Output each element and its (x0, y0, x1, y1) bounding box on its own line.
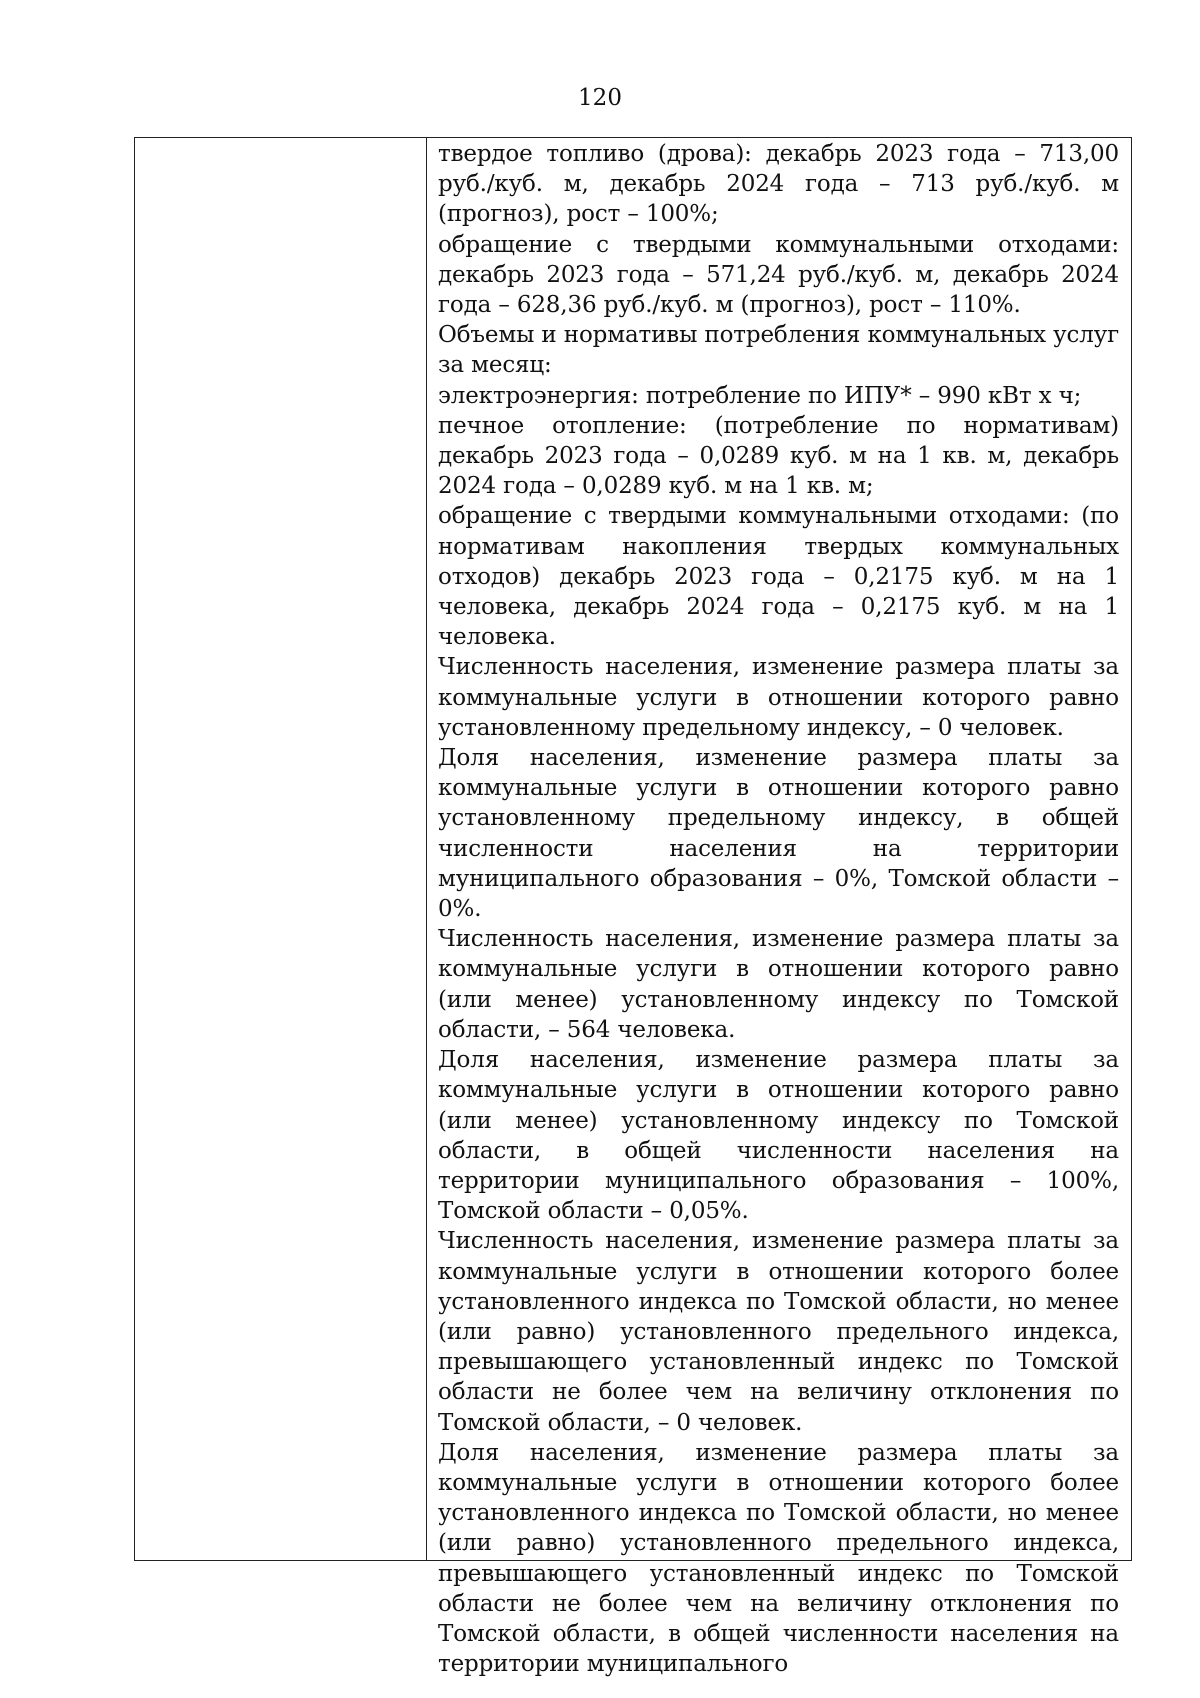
paragraph-waste-norms: обращение с твердыми коммунальными отходами: (по нормативам накопления твердых коммунальных отходов) декабрь 2023 года – 0,2175 куб. м на 1 человека, декабрь 2024 года – 0,2175 куб. м на 1 человека. (438, 503, 1119, 651)
paragraph-population-above-index: Численность населения, изменение размера платы за коммунальные услуги в отношении которого более установленного индекса по Томской области, но менее (или равно) установленного предельного индекса, превышающего установленный индекс по Томской области не более чем на величину отклонения по Томской области, – 0 человек. (438, 1228, 1119, 1436)
table-left-cell (135, 138, 427, 1560)
paragraph-population-equal-limit: Численность населения, изменение размера платы за коммунальные услуги в отношении которого равно установленному предельному индексу, – 0 человек. (438, 654, 1119, 741)
paragraph-electricity: электроэнергия: потребление по ИПУ* – 990 кВт х ч; (438, 382, 1082, 409)
paragraph-share-above-index: Доля населения, изменение размера платы за коммунальные услуги в отношении которого более установленного индекса по Томской области, но менее (или равно) установленного предельного индекса, превышающего установленный индекс по Томской области не более чем на величину отклонения по Томской области, в общей численности населения на территории муниципального (438, 1439, 1119, 1678)
paragraph-population-within-index: Численность населения, изменение размера платы за коммунальные услуги в отношении которого равно (или менее) установленному индексу по Томской области, – 564 человека. (438, 926, 1119, 1043)
paragraph-solid-fuel: твердое топливо (дрова): декабрь 2023 года – 713,00 руб./куб. м, декабрь 2024 года – 713 руб./куб. м (прогноз), рост – 100%; (438, 141, 1119, 228)
page-number: 120 (578, 85, 622, 111)
paragraph-share-equal-limit: Доля населения, изменение размера платы за коммунальные услуги в отношении которого равно установленному предельному индексу, в общей численности населения на территории муниципального образования – 0%, Томской области – 0%. (438, 745, 1119, 923)
paragraph-share-within-index: Доля населения, изменение размера платы за коммунальные услуги в отношении которого равно (или менее) установленному индексу по Томской области, в общей численности населения на территории муниципального образования – 100%, Томской области – 0,05%. (438, 1047, 1119, 1225)
document-table (134, 137, 1132, 1678)
paragraph-stove-heating: печное отопление: (потребление по нормативам) декабрь 2023 года – 0,0289 куб. м на 1 кв. м, декабрь 2024 года – 0,0289 куб. м на 1 кв. м; (438, 412, 1119, 500)
paragraph-waste-tariff: обращение с твердыми коммунальными отходами: декабрь 2023 года – 571,24 руб./куб. м, декабрь 2024 года – 628,36 руб./куб. м (прогноз), рост – 110%. (438, 231, 1119, 319)
table-right-cell (428, 138, 1131, 1678)
paragraph-volumes-heading: Объемы и нормативы потребления коммунальных услуг за месяц: (438, 322, 1119, 379)
